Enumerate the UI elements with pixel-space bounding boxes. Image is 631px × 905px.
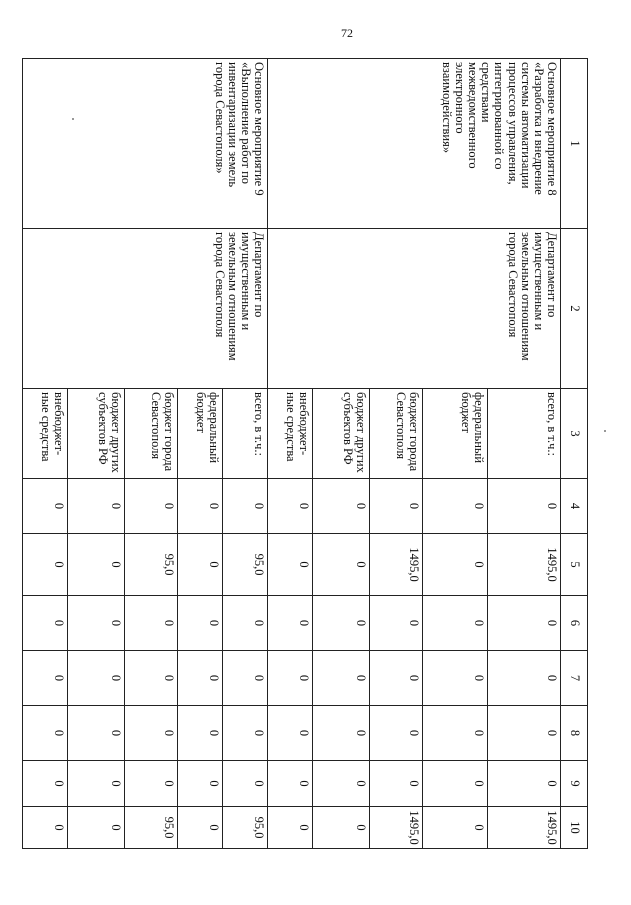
value-cell: 0: [178, 596, 223, 651]
value-cell: 0: [68, 706, 125, 761]
value-cell: 0: [370, 706, 423, 761]
value-cell: 0: [488, 479, 561, 534]
value-cell: 0: [178, 761, 223, 807]
value-cell: 0: [223, 706, 268, 761]
value-cell: 0: [423, 807, 488, 849]
value-cell: 0: [223, 479, 268, 534]
value-cell: 0: [178, 706, 223, 761]
value-cell: 0: [223, 596, 268, 651]
value-cell: 0: [178, 479, 223, 534]
value-cell: 0: [68, 479, 125, 534]
value-cell: 0: [423, 706, 488, 761]
value-cell: 0: [370, 479, 423, 534]
source-cell: федеральный бюджет: [178, 389, 223, 479]
header-cell: 1: [561, 59, 588, 229]
page-number: 72: [341, 26, 353, 40]
executor-cell: Департамент по имущественным и земельным отношениям города Севастополя: [23, 229, 268, 389]
value-cell: 0: [488, 761, 561, 807]
value-cell: 0: [68, 596, 125, 651]
header-cell: 5: [561, 534, 588, 596]
header-cell: 9: [561, 761, 588, 807]
header-cell: 3: [561, 389, 588, 479]
value-cell: 0: [423, 479, 488, 534]
funding-table: [22, 58, 588, 849]
value-cell: 0: [423, 651, 488, 706]
value-cell: 0: [125, 761, 178, 807]
activity-cell: Основное мероприятие 9 «Выполнение работ по инвентаризации земель города Севастополя»: [23, 59, 268, 229]
value-cell: 95,0: [223, 807, 268, 849]
value-cell: 0: [268, 479, 313, 534]
scan-speck: [604, 430, 606, 432]
value-cell: 0: [423, 596, 488, 651]
value-cell: 0: [223, 761, 268, 807]
table-row: [488, 59, 561, 849]
value-cell: 0: [313, 706, 370, 761]
value-cell: 0: [423, 761, 488, 807]
rotated-table-container: [38, 58, 588, 848]
header-cell: 7: [561, 651, 588, 706]
source-cell: внебюджет-ные средства: [23, 389, 68, 479]
header-cell: 8: [561, 706, 588, 761]
value-cell: 0: [313, 807, 370, 849]
value-cell: 0: [488, 651, 561, 706]
value-cell: 0: [268, 706, 313, 761]
value-cell: 0: [23, 807, 68, 849]
value-cell: 95,0: [125, 534, 178, 596]
source-cell: федеральный бюджет: [423, 389, 488, 479]
value-cell: 1495,0: [488, 534, 561, 596]
executor-cell: Департамент по имущественным и земельным отношениям города Севастополя: [268, 229, 561, 389]
source-cell: бюджет города Севастополя: [125, 389, 178, 479]
source-cell: всего, в т.ч.:: [488, 389, 561, 479]
value-cell: 0: [370, 596, 423, 651]
header-cell: 10: [561, 807, 588, 849]
value-cell: 0: [370, 761, 423, 807]
header-cell: 2: [561, 229, 588, 389]
value-cell: 0: [178, 807, 223, 849]
source-cell: бюджет других субъектов РФ: [313, 389, 370, 479]
value-cell: 95,0: [223, 534, 268, 596]
value-cell: 0: [370, 651, 423, 706]
value-cell: 1495,0: [370, 534, 423, 596]
value-cell: 0: [313, 479, 370, 534]
value-cell: 0: [268, 807, 313, 849]
value-cell: 0: [125, 706, 178, 761]
source-cell: бюджет города Севастополя: [370, 389, 423, 479]
value-cell: 0: [125, 479, 178, 534]
header-cell: 4: [561, 479, 588, 534]
value-cell: 0: [125, 596, 178, 651]
value-cell: 0: [313, 761, 370, 807]
table-frame: [38, 58, 588, 848]
table-row: [223, 59, 268, 849]
value-cell: 0: [488, 596, 561, 651]
value-cell: 0: [68, 761, 125, 807]
value-cell: 0: [268, 596, 313, 651]
value-cell: 0: [68, 651, 125, 706]
value-cell: 95,0: [125, 807, 178, 849]
value-cell: 0: [178, 534, 223, 596]
value-cell: 0: [423, 534, 488, 596]
value-cell: 0: [223, 651, 268, 706]
value-cell: 0: [23, 651, 68, 706]
value-cell: 0: [68, 807, 125, 849]
header-cell: 6: [561, 596, 588, 651]
value-cell: 0: [23, 596, 68, 651]
activity-cell: Основное мероприятие 8 «Разработка и внедрение системы автоматизации процессов управления, интегрированной со средствами межведомственного электронного взаимодействия»: [268, 59, 561, 229]
source-cell: внебюджет-ные средства: [268, 389, 313, 479]
value-cell: 0: [488, 706, 561, 761]
value-cell: 0: [178, 651, 223, 706]
value-cell: 0: [23, 479, 68, 534]
value-cell: 0: [23, 534, 68, 596]
value-cell: 0: [268, 534, 313, 596]
value-cell: 0: [125, 651, 178, 706]
value-cell: 0: [313, 534, 370, 596]
value-cell: 0: [268, 651, 313, 706]
value-cell: 1495,0: [488, 807, 561, 849]
value-cell: 0: [23, 761, 68, 807]
value-cell: 0: [23, 706, 68, 761]
source-cell: всего, в т.ч.:: [223, 389, 268, 479]
value-cell: 1495,0: [370, 807, 423, 849]
value-cell: 0: [313, 651, 370, 706]
value-cell: 0: [268, 761, 313, 807]
source-cell: бюджет других субъектов РФ: [68, 389, 125, 479]
header-row: [561, 59, 588, 849]
value-cell: 0: [68, 534, 125, 596]
value-cell: 0: [313, 596, 370, 651]
